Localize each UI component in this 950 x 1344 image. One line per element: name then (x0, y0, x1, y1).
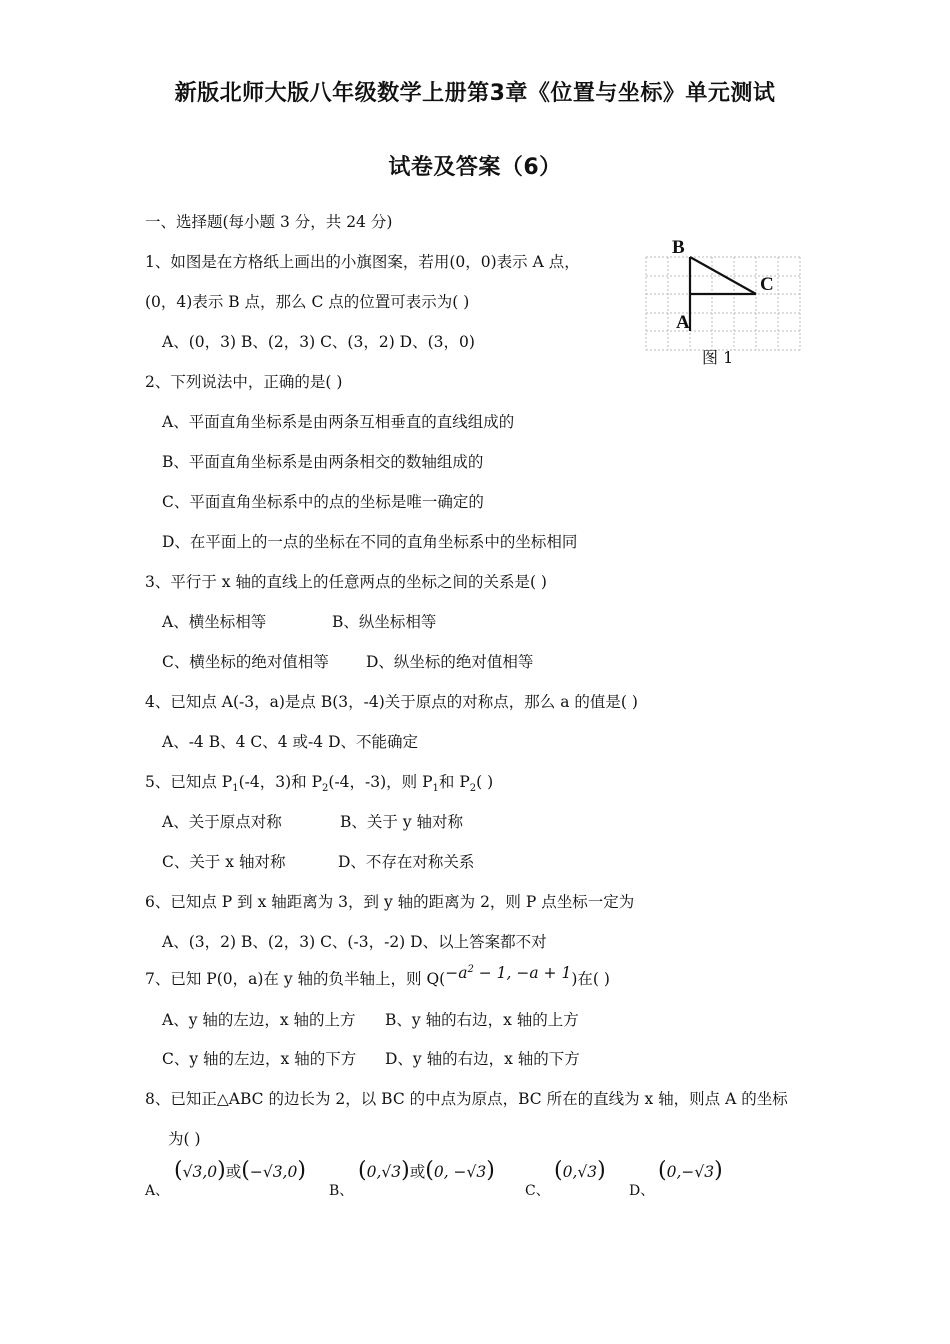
q7-option-d: D、y 轴的右边，x 轴的下方 (385, 1050, 580, 1068)
figure-caption: 图 1 (702, 348, 734, 367)
q7-option-b: B、y 轴的右边，x 轴的上方 (385, 1011, 579, 1029)
q7-stem (145, 963, 610, 989)
q8-b-expr2: 0, −√3 (433, 1163, 487, 1181)
q1-stem-line2: (0，4)表示 B 点，那么 C 点的位置可表示为( ) (145, 293, 470, 311)
q8-b-or: 或 (409, 1163, 426, 1181)
q8-stem-line2: 为( ) (168, 1130, 201, 1148)
q7-expr-a: −a (445, 964, 468, 982)
figure-label-a: A (676, 312, 690, 333)
q2-option-c: C、平面直角坐标系中的点的坐标是唯一确定的 (162, 493, 484, 511)
figure-label-c: C (760, 274, 774, 295)
q8-option-d-label: D、 (629, 1183, 655, 1199)
q2-option-a: A、平面直角坐标系是由两条互相垂直的直线组成的 (162, 413, 515, 431)
q5-stem (145, 770, 493, 794)
q7-stem-part2: )在( ) (571, 970, 610, 988)
q8-option-c: (0,√3) (554, 1158, 606, 1183)
q8-option-b-label: B、 (329, 1183, 354, 1199)
q5-sub-4: 2 (469, 783, 477, 795)
q4-stem: 4、已知点 A(-3，a)是点 B(3，-4)关于原点的对称点，那么 a 的值是( ) (145, 693, 638, 711)
q3-stem: 3、平行于 x 轴的直线上的任意两点的坐标之间的关系是( ) (145, 573, 547, 591)
q7-expression (445, 964, 571, 982)
q3-option-d: D、纵坐标的绝对值相等 (366, 653, 534, 671)
q3-option-a: A、横坐标相等 (162, 613, 267, 631)
q5-option-b: B、关于 y 轴对称 (340, 813, 464, 831)
grid-lines (646, 257, 800, 350)
figure-1 (640, 235, 810, 375)
q1-stem-line1: 1、如图是在方格纸上画出的小旗图案，若用(0，0)表示 A 点， (145, 253, 580, 271)
q6-stem: 6、已知点 P 到 x 轴距离为 3，到 y 轴的距离为 2，则 P 点坐标一定为 (145, 893, 635, 911)
q5-option-c: C、关于 x 轴对称 (162, 853, 286, 871)
q7-option-c: C、y 轴的左边，x 轴的下方 (162, 1050, 357, 1068)
q8-a-expr2: −√3,0 (249, 1163, 298, 1181)
page-title-line2: 试卷及答案（6） (388, 155, 562, 180)
q5-stem-part2: (-4，3)和 P (238, 773, 323, 791)
q2-stem: 2、下列说法中，正确的是( ) (145, 373, 343, 391)
q2-option-b: B、平面直角坐标系是由两条相交的数轴组成的 (162, 453, 484, 471)
q7-stem-part1: 7、已知 P(0，a)在 y 轴的负半轴上，则 Q( (145, 970, 446, 988)
q8-stem: 8、已知正△ABC 的边长为 2，以 BC 的中点为原点，BC 所在的直线为 x 轴，则点 A 的坐标 (145, 1090, 788, 1108)
q3-option-b: B、纵坐标相等 (332, 613, 437, 631)
q3-option-c: C、横坐标的绝对值相等 (162, 653, 329, 671)
q8-d-expr: 0,−√3 (666, 1163, 715, 1181)
page-title-line1: 新版北师大版八年级数学上册第3章《位置与坐标》单元测试 (174, 81, 776, 106)
q8-option-c-label: C、 (525, 1183, 550, 1199)
q5-sub-3: 1 (432, 783, 439, 795)
q2-option-d: D、在平面上的一点的坐标在不同的直角坐标系中的坐标相同 (162, 533, 578, 551)
q8-option-a-label: A、 (145, 1183, 170, 1199)
q6-options: A、(3，2) B、(2，3) C、(-3，-2) D、以上答案都不对 (162, 933, 547, 951)
q1-options: A、(0，3) B、(2，3) C、(3，2) D、(3，0) (162, 333, 475, 351)
figure-label-b: B (672, 237, 685, 258)
q8-option-a: (√3,0)或(−√3,0) (174, 1158, 306, 1183)
q7-option-a: A、y 轴的左边，x 轴的上方 (162, 1011, 356, 1029)
q8-option-d: (0,−√3) (658, 1158, 723, 1183)
q5-sub-1: 1 (232, 783, 239, 795)
q7-expr-rest: − 1, −a + 1 (473, 964, 572, 982)
q5-sub-2: 2 (322, 783, 329, 795)
q8-b-expr1: 0,√3 (366, 1163, 402, 1181)
q4-options: A、-4 B、4 C、4 或-4 D、不能确定 (162, 733, 419, 751)
q5-stem-part1: 5、已知点 P (145, 773, 233, 791)
q5-stem-part5: ( ) (476, 773, 494, 791)
q8-c-expr: 0,√3 (562, 1163, 598, 1181)
section-heading: 一、选择题(每小题 3 分，共 24 分) (145, 213, 393, 231)
q5-stem-part4: 和 P (438, 773, 470, 791)
flag-shape (690, 257, 756, 331)
q8-option-b: (0,√3)或(0, −√3) (358, 1158, 495, 1183)
q8-a-or: 或 (225, 1163, 242, 1181)
q8-a-expr1: √3,0 (182, 1163, 218, 1181)
q5-option-d: D、不存在对称关系 (338, 853, 475, 871)
q5-option-a: A、关于原点对称 (162, 813, 282, 831)
q5-stem-part3: (-4，-3)，则 P (328, 773, 433, 791)
q7-expr-exponent: 2 (467, 963, 474, 975)
